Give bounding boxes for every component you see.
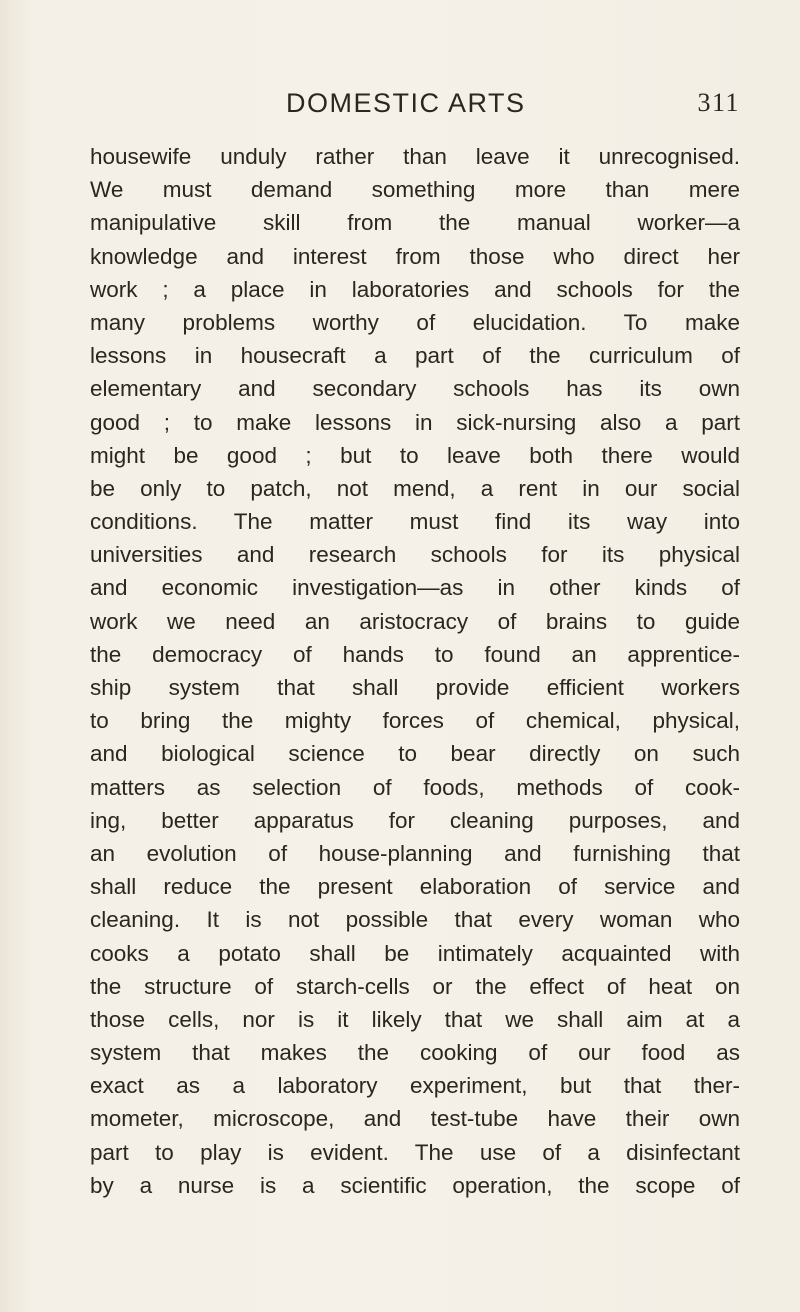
text-line: part to play is evident. The use of a disinfectant (90, 1139, 740, 1165)
text-line: system that makes the cooking of our food as (90, 1040, 740, 1066)
text-line: universities and research schools for its physical (90, 542, 740, 568)
text-line: manipulative skill from the manual worker—a (90, 210, 740, 236)
text-line: ship system that shall provide efficient workers (90, 675, 740, 700)
text-line: shall reduce the present elaboration of service and (90, 874, 740, 900)
running-title: DOMESTIC ARTS (286, 88, 526, 118)
text-line: and economic investigation—as in other kinds of (90, 575, 740, 601)
text-line: many problems worthy of elucidation. To make (90, 309, 740, 335)
text-line: an evolution of house-planning and furnishing that (90, 840, 740, 866)
page-number: 311 (697, 88, 740, 117)
text-line: mometer, microscope, and test-tube have their own (90, 1106, 740, 1132)
text-line: work we need an aristocracy of brains to guide (90, 608, 740, 634)
text-line: the democracy of hands to found an apprentice- (90, 641, 740, 667)
text-line: cooks a potato shall be intimately acquainted with (90, 940, 740, 966)
text-line: might be good ; but to leave both there would (90, 442, 740, 468)
text-line: matters as selection of foods, methods of cook- (90, 774, 740, 800)
text-line: exact as a laboratory experiment, but that ther- (90, 1073, 740, 1099)
text-line: work ; a place in laboratories and schools for the (90, 276, 740, 302)
text-line: those cells, nor is it likely that we shall aim at a (90, 1006, 740, 1032)
text-line: to bring the mighty forces of chemical, physical, (90, 708, 740, 734)
text-line: ing, better apparatus for cleaning purposes, and (90, 807, 740, 833)
body-text (90, 140, 740, 1202)
text-line: lessons in housecraft a part of the curriculum of (90, 343, 740, 369)
text-line: and biological science to bear directly on such (90, 741, 740, 767)
text-line: by a nurse is a scientific operation, the scope of (90, 1172, 740, 1198)
text-line: conditions. The matter must find its way into (90, 509, 740, 535)
text-line: be only to patch, not mend, a rent in our social (90, 475, 740, 501)
text-line: housewife unduly rather than leave it unrecognised. (90, 144, 740, 169)
text-line: elementary and secondary schools has its own (90, 376, 740, 402)
text-line: knowledge and interest from those who direct her (90, 243, 740, 269)
running-head (90, 88, 740, 128)
text-line: We must demand something more than mere (90, 177, 740, 203)
text-line: the structure of starch-cells or the effect of heat on (90, 973, 740, 999)
text-line: cleaning. It is not possible that every woman who (90, 907, 740, 933)
text-line: good ; to make lessons in sick-nursing also a part (90, 409, 740, 435)
